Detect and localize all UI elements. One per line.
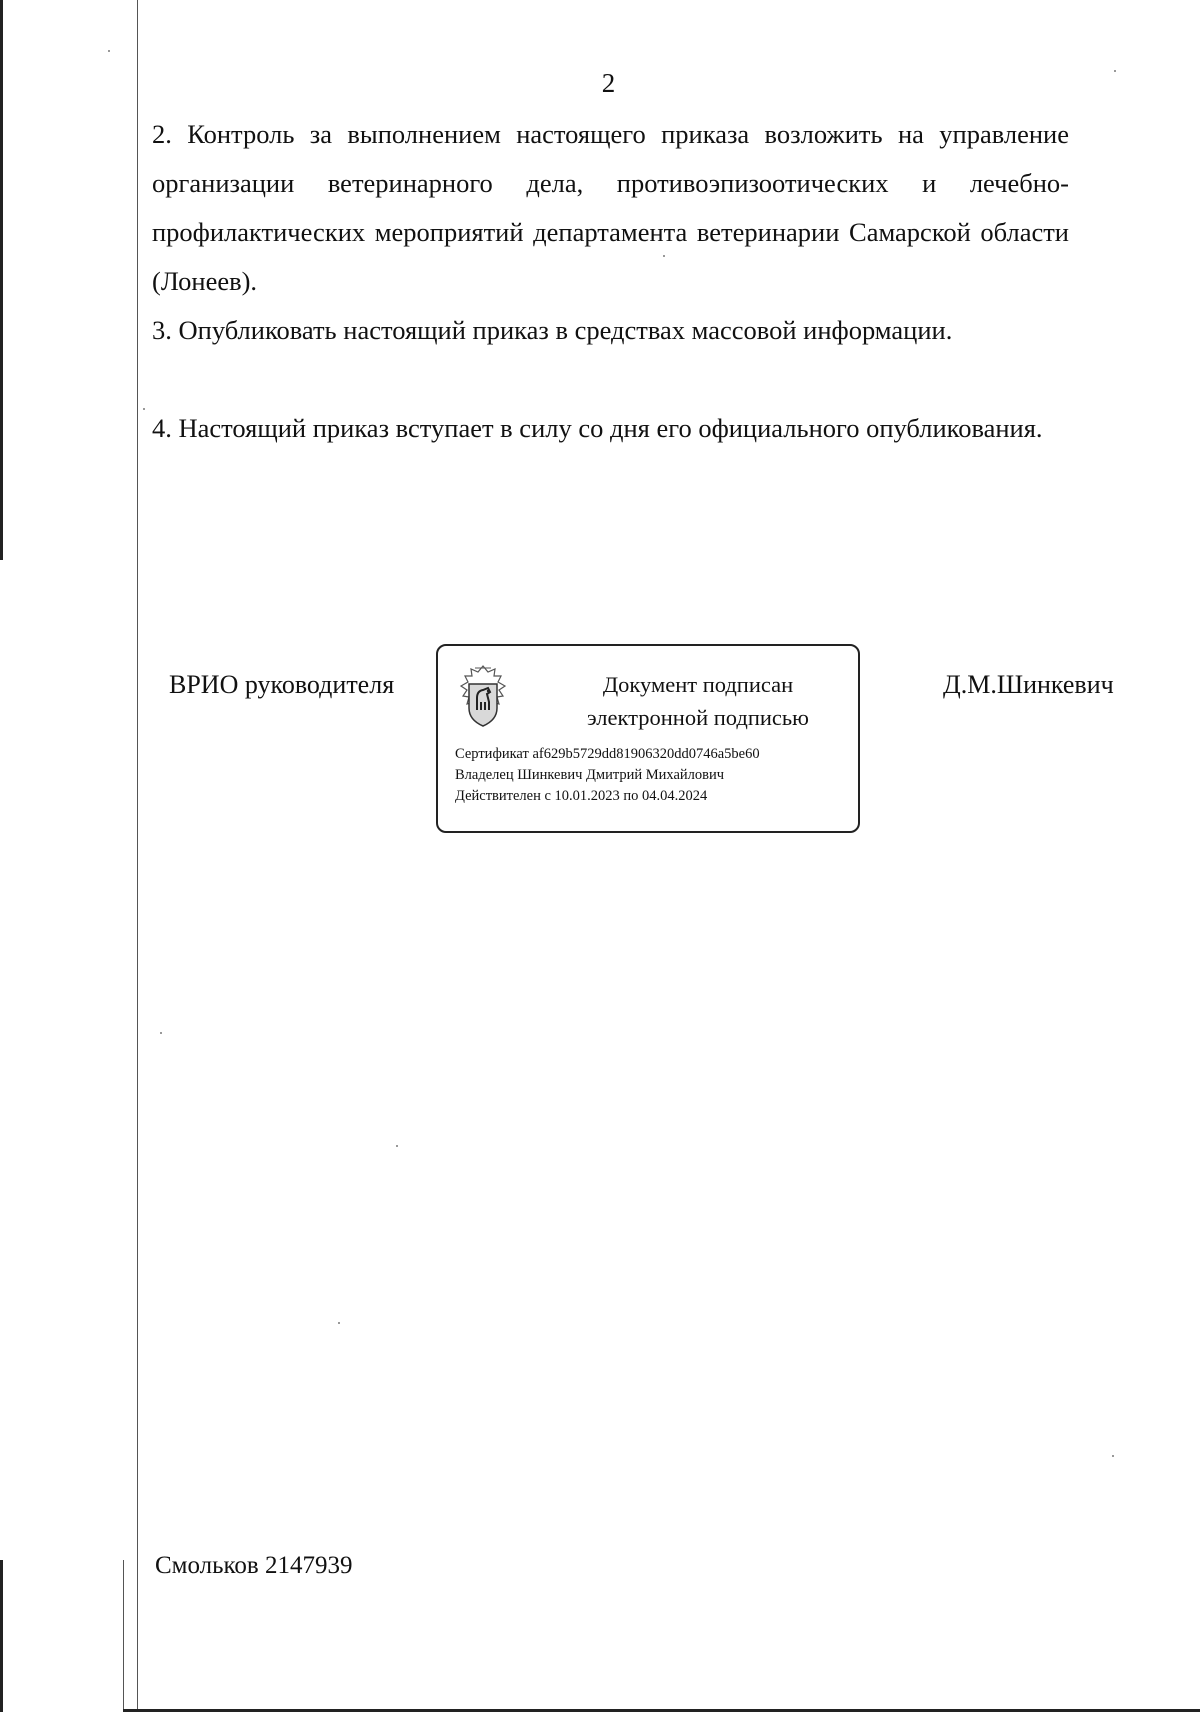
page-number: 2 bbox=[601, 68, 616, 98]
signatory-name: Д.М.Шинкевич bbox=[943, 670, 1114, 699]
certificate-owner: Владелец Шинкевич Дмитрий Михайлович bbox=[455, 767, 725, 783]
scan-margin-line-lower bbox=[123, 1560, 124, 1712]
paragraph-item-4: 4. Настоящий приказ вступает в силу со дня его официального опубликования. bbox=[152, 413, 1043, 443]
stamp-heading-line2: электронной подписью bbox=[587, 705, 809, 730]
scan-speck bbox=[1112, 1455, 1114, 1457]
executor-note: Смольков 2147939 bbox=[155, 1552, 353, 1579]
scan-speck bbox=[160, 1032, 162, 1034]
stamp-heading-line1: Документ подписан bbox=[602, 672, 794, 697]
scan-speck bbox=[143, 408, 145, 410]
scan-speck bbox=[396, 1145, 398, 1147]
scan-speck bbox=[338, 1322, 340, 1324]
scan-speck bbox=[108, 50, 110, 52]
certificate-validity: Действителен с 10.01.2023 по 04.04.2024 bbox=[455, 788, 708, 804]
scan-margin-line bbox=[137, 0, 138, 1712]
certificate-number: Сертификат af629b5729dd81906320dd0746a5be60 bbox=[455, 746, 760, 762]
electronic-signature-stamp bbox=[436, 644, 860, 833]
stamp-heading bbox=[538, 668, 858, 734]
paragraph-item-2: 2. Контроль за выполнением настоящего приказа возложить на управление организации ветеринарного дела, противоэпизоотических и лечебно-профилактических мероприятий департамента ветеринарии Самарской области (Лонеев). bbox=[152, 119, 1069, 296]
coat-of-arms-icon bbox=[455, 664, 511, 728]
paragraph-item-3: 3. Опубликовать настоящий приказ в средствах массовой информации. bbox=[152, 315, 953, 345]
stamp-details bbox=[455, 744, 760, 807]
scan-border-left-bottom bbox=[0, 1560, 3, 1712]
signatory-title: ВРИО руководителя bbox=[169, 670, 395, 699]
